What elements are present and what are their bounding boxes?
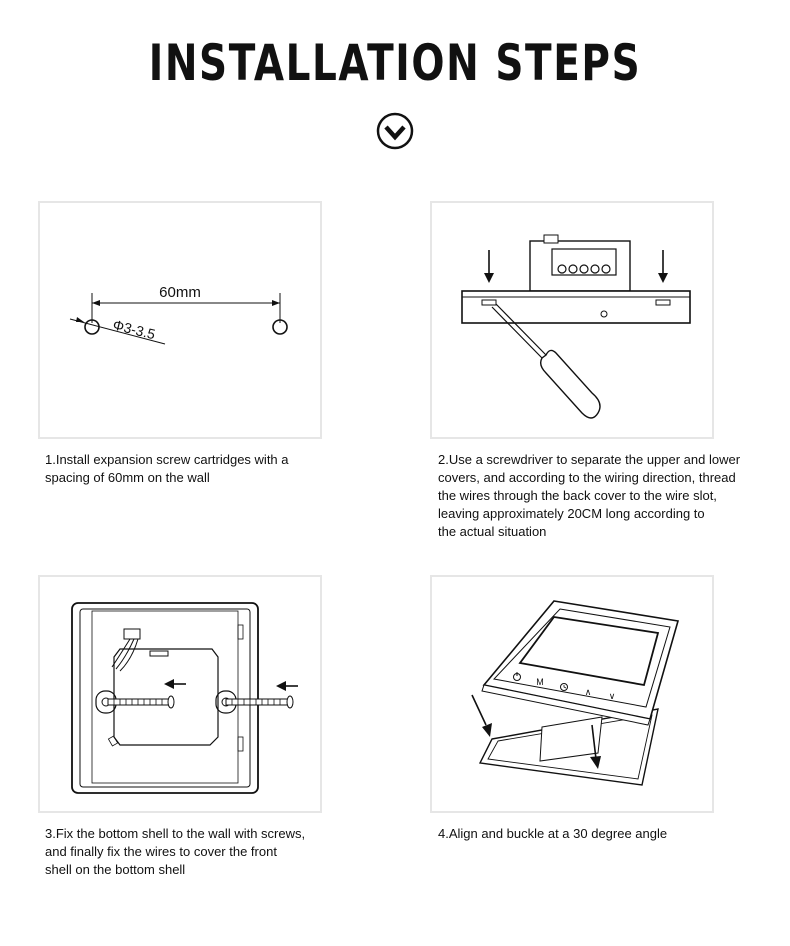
mode-button-label: M xyxy=(536,677,544,687)
step-1-illustration xyxy=(38,201,322,439)
step-2-illustration xyxy=(430,201,714,439)
step-1-caption: 1.Install expansion screw cartridges with a spacing of 60mm on the wall xyxy=(45,452,289,485)
step-3-caption: 3.Fix the bottom shell to the wall with screws, and finally fix the wires to cover the front shell on the bottom shell xyxy=(45,826,306,877)
dimension-label: 60mm xyxy=(159,284,201,301)
chevron-down-circle-icon xyxy=(376,112,414,150)
step-4-caption: 4.Align and buckle at a 30 degree angle xyxy=(438,826,668,841)
page-title: INSTALLATION STEPS xyxy=(148,34,642,92)
step-4-illustration xyxy=(430,575,714,813)
up-button-label: ∧ xyxy=(584,687,592,697)
step-2-caption: 2.Use a screwdriver to separate the upper and lower covers, and according to the wiring direction, thread the wires through the back cover to the wire slot, leaving approximately 20CM long according to the actual situation xyxy=(438,452,741,539)
down-button-label: ∨ xyxy=(608,691,616,701)
hole-size-label: Φ3-3.5 xyxy=(111,316,157,343)
step-3-illustration xyxy=(38,575,322,813)
